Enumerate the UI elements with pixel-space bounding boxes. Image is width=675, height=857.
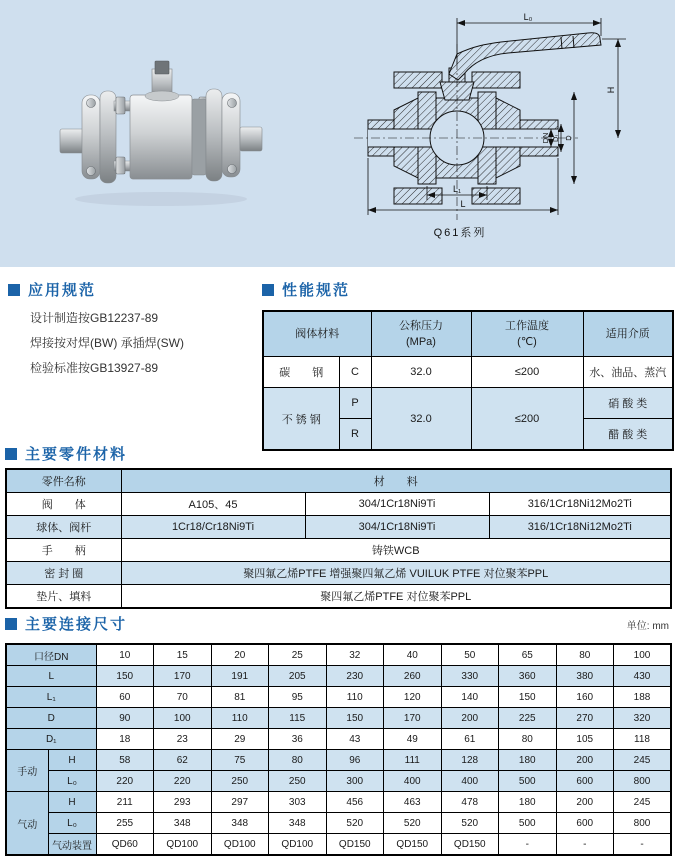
table-cell: 58 <box>96 750 154 771</box>
row-label: H <box>48 792 96 813</box>
table-row <box>6 539 671 562</box>
table-row <box>6 750 671 771</box>
table-cell: 300 <box>326 771 384 792</box>
dim-label-h: H <box>606 86 616 94</box>
section-bullet-icon <box>5 618 17 630</box>
hero-banner <box>0 0 675 267</box>
table-cell: 260 <box>384 666 442 687</box>
row-label: 口径DN <box>6 644 96 666</box>
valve-drawing-art <box>336 8 668 258</box>
table-cell: 600 <box>556 771 614 792</box>
table-cell: 70 <box>154 687 212 708</box>
table-cell: 160 <box>556 687 614 708</box>
table-cell: 阀 体 <box>6 493 121 516</box>
header-cell: 材 料 <box>121 469 671 493</box>
drawing-caption: Q61系列 <box>433 227 487 239</box>
table-cell: 200 <box>556 750 614 771</box>
table-cell: 铸铁WCB <box>121 539 671 562</box>
section-title-text: 性能规范 <box>282 282 351 299</box>
row-label: D₁ <box>6 729 96 750</box>
section-title-application <box>8 279 96 300</box>
row-label: 气动装置 <box>48 834 96 856</box>
table-cell: 348 <box>269 813 327 834</box>
table-cell: 1Cr18/Cr18Ni9Ti <box>121 516 305 539</box>
table-cell: 250 <box>211 771 269 792</box>
table-cell: 400 <box>384 771 442 792</box>
table-cell: 230 <box>326 666 384 687</box>
dim-label-l: L <box>460 199 466 209</box>
table-cell: 20 <box>211 644 269 666</box>
table-cell: 220 <box>154 771 212 792</box>
table-cell: QD100 <box>269 834 327 856</box>
table-cell: 225 <box>499 708 557 729</box>
table-cell: QD150 <box>441 834 499 856</box>
header-cell: 阀体材料 <box>263 311 371 357</box>
section-title-materials <box>5 443 127 464</box>
table-cell: 密 封 圈 <box>6 562 121 585</box>
application-line: 检验标准按GB13927-89 <box>30 361 159 375</box>
table-cell: ≤200 <box>471 388 583 451</box>
table-cell: 81 <box>211 687 269 708</box>
table-cell: 50 <box>441 644 499 666</box>
table-cell: 293 <box>154 792 212 813</box>
table-cell: 180 <box>499 792 557 813</box>
table-cell: 316/1Cr18Ni12Mo2Ti <box>489 516 671 539</box>
table-cell: 110 <box>326 687 384 708</box>
row-label: L <box>6 666 96 687</box>
table-cell: 150 <box>326 708 384 729</box>
dim-label-d1: D₁ <box>551 134 560 142</box>
table-cell: 255 <box>96 813 154 834</box>
table-row <box>6 792 671 813</box>
dim-label-d: D <box>564 135 573 141</box>
table-cell: 43 <box>326 729 384 750</box>
header-cell <box>471 311 583 357</box>
table-cell: 205 <box>269 666 327 687</box>
table-cell: 200 <box>556 792 614 813</box>
table-cell: 304/1Cr18Ni9Ti <box>305 493 489 516</box>
table-cell: 水、油品、蒸汽 <box>583 357 673 388</box>
table-cell: 23 <box>154 729 212 750</box>
valve-photo-art <box>56 55 266 213</box>
table-cell: 111 <box>384 750 442 771</box>
table-cell: 32.0 <box>371 357 471 388</box>
table-cell: 191 <box>211 666 269 687</box>
table-row <box>6 729 671 750</box>
table-cell: 100 <box>614 644 672 666</box>
table-row <box>6 516 671 539</box>
table-cell: 65 <box>499 644 557 666</box>
table-cell: 800 <box>614 813 672 834</box>
table-cell: 430 <box>614 666 672 687</box>
table-cell: 10 <box>96 644 154 666</box>
table-cell: QD150 <box>384 834 442 856</box>
table-cell: - <box>556 834 614 856</box>
header-line: 工作温度 <box>505 319 549 332</box>
table-cell: 297 <box>211 792 269 813</box>
section-bullet-icon <box>262 284 274 296</box>
section-bullet-icon <box>8 284 20 296</box>
table-row <box>6 708 671 729</box>
table-cell: 200 <box>441 708 499 729</box>
header-line: 公称压力 <box>399 319 443 332</box>
table-cell: 95 <box>269 687 327 708</box>
section-title-text: 主要零件材料 <box>25 446 128 463</box>
header-cell <box>371 311 471 357</box>
table-cell: 40 <box>384 644 442 666</box>
table-header-row <box>6 644 671 666</box>
table-cell: QD100 <box>154 834 212 856</box>
table-cell: 348 <box>154 813 212 834</box>
table-row <box>6 562 671 585</box>
table-cell: 170 <box>154 666 212 687</box>
section-title-dimensions <box>5 613 127 634</box>
table-cell: 800 <box>614 771 672 792</box>
table-cell: - <box>499 834 557 856</box>
row-group-label: 手动 <box>6 750 48 792</box>
table-cell: 380 <box>556 666 614 687</box>
table-cell: QD60 <box>96 834 154 856</box>
table-cell: 150 <box>499 687 557 708</box>
table-row <box>6 813 671 834</box>
table-cell: 碳 钢 <box>263 357 339 388</box>
table-cell: 188 <box>614 687 672 708</box>
table-cell: 500 <box>499 771 557 792</box>
header-cell: 零件名称 <box>6 469 121 493</box>
table-cell: 32.0 <box>371 388 471 451</box>
table-cell: 62 <box>154 750 212 771</box>
table-header-row <box>6 469 671 493</box>
table-cell: - <box>614 834 672 856</box>
table-cell: 80 <box>556 644 614 666</box>
table-cell: 150 <box>96 666 154 687</box>
unit-note: 单位: mm <box>626 621 669 632</box>
row-group-label: 气动 <box>6 792 48 856</box>
valve-drawing <box>336 8 668 258</box>
application-line: 焊接按对焊(BW) 承插焊(SW) <box>30 336 184 350</box>
table-cell: 110 <box>211 708 269 729</box>
table-cell: A105、45 <box>121 493 305 516</box>
table-cell: 330 <box>441 666 499 687</box>
table-row <box>6 771 671 792</box>
table-cell: QD150 <box>326 834 384 856</box>
row-label: H <box>48 750 96 771</box>
table-cell: 463 <box>384 792 442 813</box>
table-cell: 90 <box>96 708 154 729</box>
table-cell: C <box>339 357 371 388</box>
table-cell: 600 <box>556 813 614 834</box>
table-cell: 400 <box>441 771 499 792</box>
table-cell: 128 <box>441 750 499 771</box>
table-cell: 32 <box>326 644 384 666</box>
table-cell: 60 <box>96 687 154 708</box>
table-cell: ≤200 <box>471 357 583 388</box>
row-label: D <box>6 708 96 729</box>
row-label: L₀ <box>48 813 96 834</box>
table-row <box>263 357 673 388</box>
table-cell: 170 <box>384 708 442 729</box>
performance-table <box>262 310 674 451</box>
table-cell: 聚四氟乙烯PTFE 对位聚苯PPL <box>121 585 671 609</box>
table-cell: 320 <box>614 708 672 729</box>
table-cell: 75 <box>211 750 269 771</box>
table-cell: 478 <box>441 792 499 813</box>
row-label: L₀ <box>48 771 96 792</box>
table-row <box>6 666 671 687</box>
header-cell: 适用介质 <box>583 311 673 357</box>
dim-label-dn: DN <box>541 132 550 144</box>
table-cell: 520 <box>326 813 384 834</box>
section-title-text: 应用规范 <box>28 282 97 299</box>
application-lines <box>30 306 184 381</box>
table-cell: 303 <box>269 792 327 813</box>
table-header-row <box>263 311 673 357</box>
table-cell: P <box>339 388 371 419</box>
table-cell: 220 <box>96 771 154 792</box>
table-row <box>6 493 671 516</box>
table-cell: 29 <box>211 729 269 750</box>
table-cell: 115 <box>269 708 327 729</box>
dim-label-l0: L₀ <box>523 12 533 22</box>
header-line: (MPa) <box>406 336 436 348</box>
table-row <box>6 585 671 609</box>
table-cell: 80 <box>269 750 327 771</box>
table-cell: 180 <box>499 750 557 771</box>
table-cell: 球体、阀杆 <box>6 516 121 539</box>
table-cell: 360 <box>499 666 557 687</box>
table-cell: 304/1Cr18Ni9Ti <box>305 516 489 539</box>
table-cell: 36 <box>269 729 327 750</box>
table-cell: 61 <box>441 729 499 750</box>
section-title-performance <box>262 279 350 300</box>
table-cell: 硝 酸 类 <box>583 388 673 419</box>
table-row <box>263 388 673 419</box>
table-cell: 18 <box>96 729 154 750</box>
table-cell: 140 <box>441 687 499 708</box>
row-label: L₁ <box>6 687 96 708</box>
table-cell: 100 <box>154 708 212 729</box>
table-cell: 15 <box>154 644 212 666</box>
table-cell: 270 <box>556 708 614 729</box>
dim-label-l1: L₁ <box>452 184 462 194</box>
table-cell: 520 <box>441 813 499 834</box>
table-cell: 316/1Cr18Ni12Mo2Ti <box>489 493 671 516</box>
table-cell: 211 <box>96 792 154 813</box>
table-cell: 80 <box>499 729 557 750</box>
section-title-text: 主要连接尺寸 <box>25 616 128 633</box>
table-cell: 348 <box>211 813 269 834</box>
table-cell: 456 <box>326 792 384 813</box>
table-cell: 不 锈 钢 <box>263 388 339 451</box>
table-cell: QD100 <box>211 834 269 856</box>
table-cell: 手 柄 <box>6 539 121 562</box>
table-cell: 25 <box>269 644 327 666</box>
table-row <box>6 834 671 856</box>
valve-photo <box>56 55 266 213</box>
table-cell: R <box>339 419 371 451</box>
table-cell: 醋 酸 类 <box>583 419 673 451</box>
table-cell: 245 <box>614 792 672 813</box>
table-cell: 245 <box>614 750 672 771</box>
header-line: (℃) <box>517 336 537 348</box>
table-cell: 聚四氟乙烯PTFE 增强聚四氟乙烯 VUILUK PTFE 对位聚苯PPL <box>121 562 671 585</box>
table-row <box>6 687 671 708</box>
materials-table <box>5 468 672 609</box>
table-cell: 96 <box>326 750 384 771</box>
table-cell: 520 <box>384 813 442 834</box>
table-cell: 500 <box>499 813 557 834</box>
table-cell: 105 <box>556 729 614 750</box>
application-line: 设计制造按GB12237-89 <box>30 311 159 325</box>
section-bullet-icon <box>5 448 17 460</box>
dimensions-table <box>5 643 672 856</box>
table-cell: 250 <box>269 771 327 792</box>
table-cell: 120 <box>384 687 442 708</box>
table-cell: 118 <box>614 729 672 750</box>
table-cell: 49 <box>384 729 442 750</box>
table-cell: 垫片、填料 <box>6 585 121 609</box>
